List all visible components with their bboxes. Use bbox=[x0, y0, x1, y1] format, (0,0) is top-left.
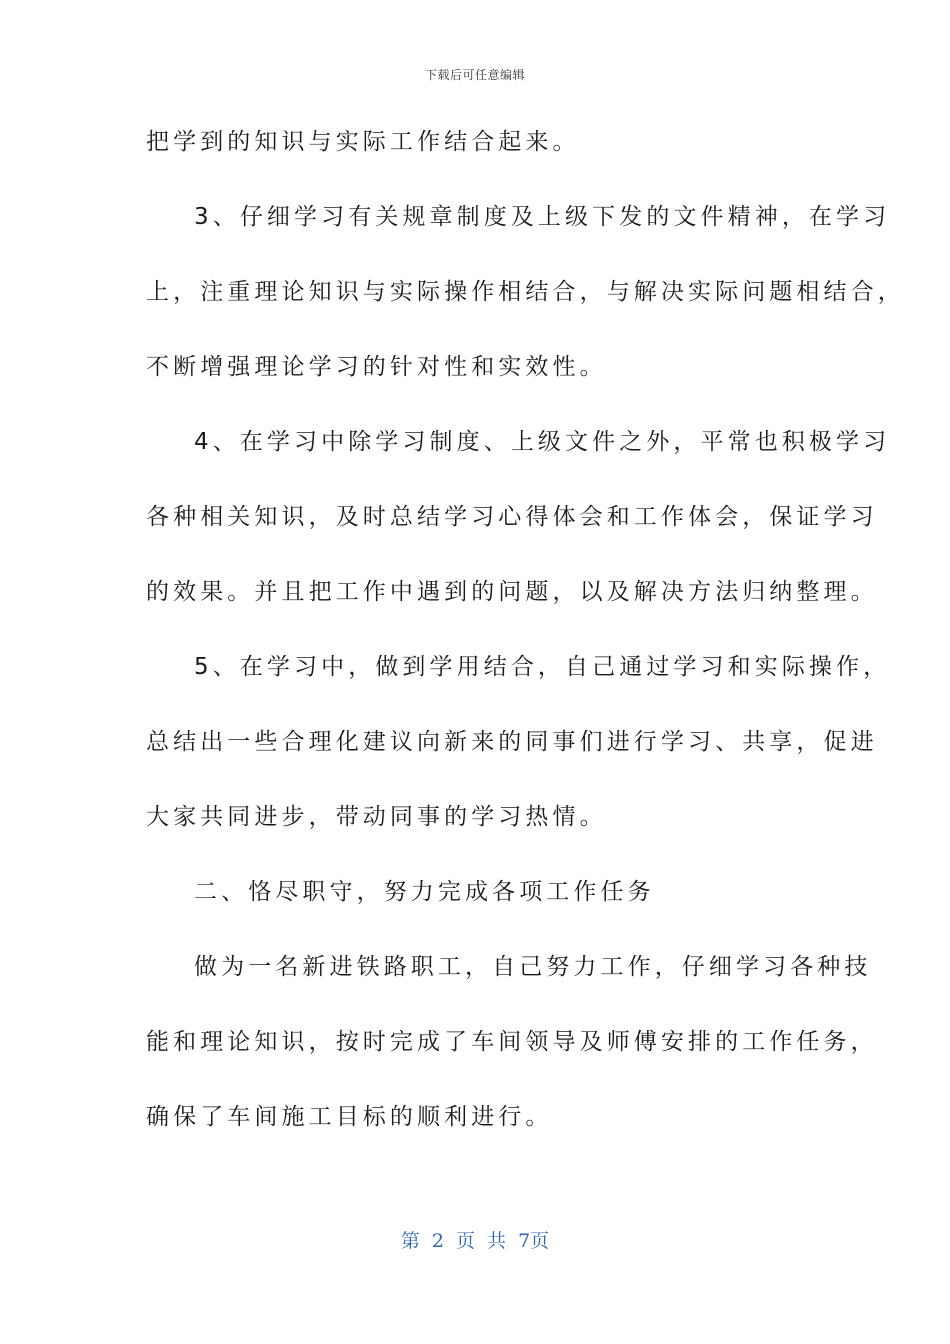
body-line: 3、仔细学习有关规章制度及上级下发的文件精神，在学习 bbox=[194, 204, 891, 230]
body-line: 能和理论知识，按时完成了车间领导及师傅安排的工作任务， bbox=[146, 1029, 878, 1055]
document-body bbox=[146, 122, 905, 1172]
page-header: 下载后可任意编辑 bbox=[424, 68, 525, 82]
body-line: 不断增强理论学习的针对性和实效性。 bbox=[146, 354, 607, 380]
body-line: 做为一名新进铁路职工，自己努力工作，仔细学习各种技 bbox=[194, 954, 872, 980]
body-line: 确保了车间施工目标的顺利进行。 bbox=[146, 1104, 553, 1130]
body-line: 的效果。并且把工作中遇到的问题，以及解决方法归纳整理。 bbox=[146, 579, 878, 605]
body-line: 4、在学习中除学习制度、上级文件之外，平常也积极学习 bbox=[194, 429, 891, 455]
body-line: 各种相关知识，及时总结学习心得体会和工作体会，保证学习 bbox=[146, 504, 878, 530]
body-line: 总结出一些合理化建议向新来的同事们进行学习、共享，促进 bbox=[146, 729, 878, 755]
body-line: 5、在学习中，做到学用结合，自己通过学习和实际操作， bbox=[194, 654, 891, 680]
section-heading: 二、恪尽职守，努力完成各项工作任务 bbox=[194, 879, 655, 905]
body-line: 把学到的知识与实际工作结合起来。 bbox=[146, 129, 580, 155]
body-line: 上，注重理论知识与实际操作相结合，与解决实际问题相结合， bbox=[146, 279, 905, 305]
body-line: 大家共同进步，带动同事的学习热情。 bbox=[146, 804, 607, 830]
page-number-footer: 第 2 页 共 7页 bbox=[400, 1230, 550, 1252]
